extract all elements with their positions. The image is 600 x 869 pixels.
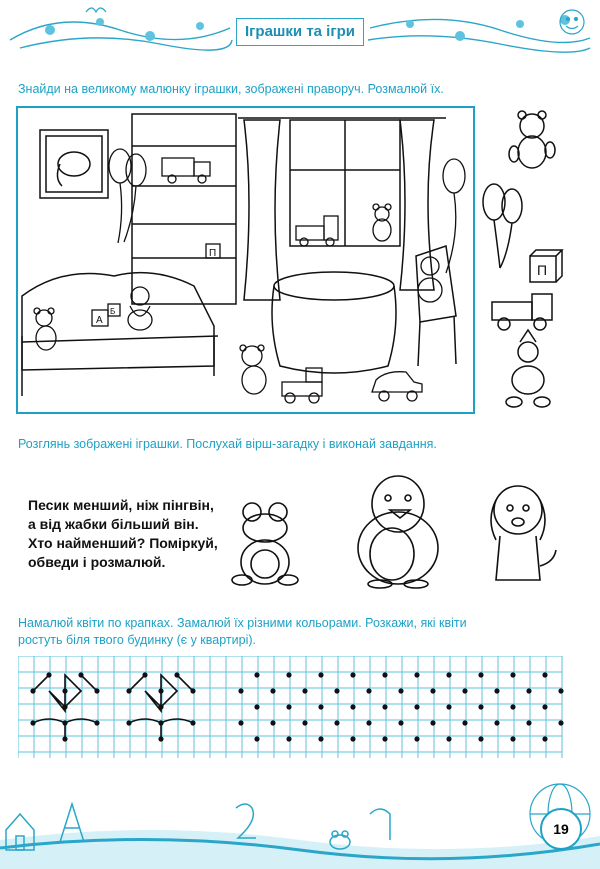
poem-line: Песик менший, ніж пінгвін, [28,497,214,513]
grid-dot [478,672,483,677]
grid-dot [318,736,323,741]
grid-dot [286,736,291,741]
svg-text:А: А [96,315,103,326]
task3-instruction-line1: Намалюй квіти по крапках. Замалюй їх різними кольорами. Розкажи, які квіти [18,616,467,630]
grid-dot [430,720,435,725]
grid-dot [398,720,403,725]
grid-dot [494,688,499,693]
grid-dot [158,688,163,693]
grid-dot [62,688,67,693]
grid-dot [62,704,67,709]
grid-dot [366,720,371,725]
penguin-icon [358,476,438,588]
svg-text:Б: Б [110,307,116,316]
svg-text:П: П [537,262,548,278]
poem-line: а від жабки більший він. [28,516,199,532]
poem-line: Хто найменший? Поміркуй, [28,535,218,551]
teddy-bear-icon [509,111,555,168]
grid-dot [494,720,499,725]
grid-dot [270,688,275,693]
frog-icon [232,503,298,585]
grid-dot [414,672,419,677]
grid-dot [270,720,275,725]
grid-dot [142,672,147,677]
grid-dot [430,688,435,693]
riddle-toys [220,470,570,590]
grid-dot [510,736,515,741]
grid-dot [446,672,451,677]
room-scene [16,106,475,414]
number-character-icon [236,804,390,840]
grid-dot [542,704,547,709]
grid-dot [126,688,131,693]
task3-instruction-line2: ростуть біля твого будинку (є у квартирі). [18,633,256,647]
grid-dot [446,736,451,741]
grid-dot [334,720,339,725]
page-title: Іграшки та ігри [236,18,364,46]
grid-dot [382,736,387,741]
grid-dot [478,736,483,741]
grid-dot [510,672,515,677]
grid-dot [254,736,259,741]
grid-dot [254,672,259,677]
grid-dot [318,704,323,709]
grid-dot [78,672,83,677]
grid-dot [62,720,67,725]
toy-truck-icon [492,294,552,330]
grid-dot [350,736,355,741]
grid-dot [558,720,563,725]
grid-dot [238,720,243,725]
grid-dot [174,672,179,677]
grid-dot [94,720,99,725]
page-number: 19 [540,808,582,850]
bird-icon [86,8,106,12]
grid-dot [30,688,35,693]
grid-dot [542,672,547,677]
grid-dot [462,720,467,725]
grid-dot [526,688,531,693]
task1-instruction: Знайди на великому малюнку іграшки, зображені праворуч. Розмалюй їх. [18,82,444,96]
grid-dot [414,704,419,709]
grid-dot [286,704,291,709]
grid-dot [462,688,467,693]
svg-text:П: П [209,248,217,259]
grid-dot [126,720,131,725]
grid-dot [526,720,531,725]
grid-dot [238,688,243,693]
grid-dot [286,672,291,677]
grid-dot [542,736,547,741]
reference-toys [480,106,580,416]
grid-dot [302,720,307,725]
balloons-icon [483,184,522,268]
grid-dot [478,704,483,709]
puppy-icon [491,486,556,580]
grid-dot [254,704,259,709]
grid-dot [510,704,515,709]
grid-dot [94,688,99,693]
grid-dot [158,720,163,725]
grid-dot [318,672,323,677]
grid-dot [398,688,403,693]
footer-decoration [0,770,600,869]
grid-dot [158,736,163,741]
grid-dot [382,704,387,709]
grid-dot [558,688,563,693]
grid-dot [334,688,339,693]
grid-dot [414,736,419,741]
grid-dot [62,736,67,741]
task2-instruction: Розглянь зображені іграшки. Послухай вірш-загадку і виконай завдання. [18,437,437,451]
clown-doll-icon [506,330,550,407]
grid-dot [30,720,35,725]
grid-dot [302,688,307,693]
grid-dot [158,704,163,709]
grid-dot [350,672,355,677]
letter-cube-icon [530,250,562,282]
poem-line: обведи і розмалюй. [28,554,166,570]
dot-grid [18,656,568,760]
grid-dot [382,672,387,677]
riddle-poem [28,496,238,572]
grid-dot [366,688,371,693]
grid-dot [46,672,51,677]
grid-dot [446,704,451,709]
grid-dot [190,720,195,725]
grid-dot [350,704,355,709]
grid-dot [190,688,195,693]
